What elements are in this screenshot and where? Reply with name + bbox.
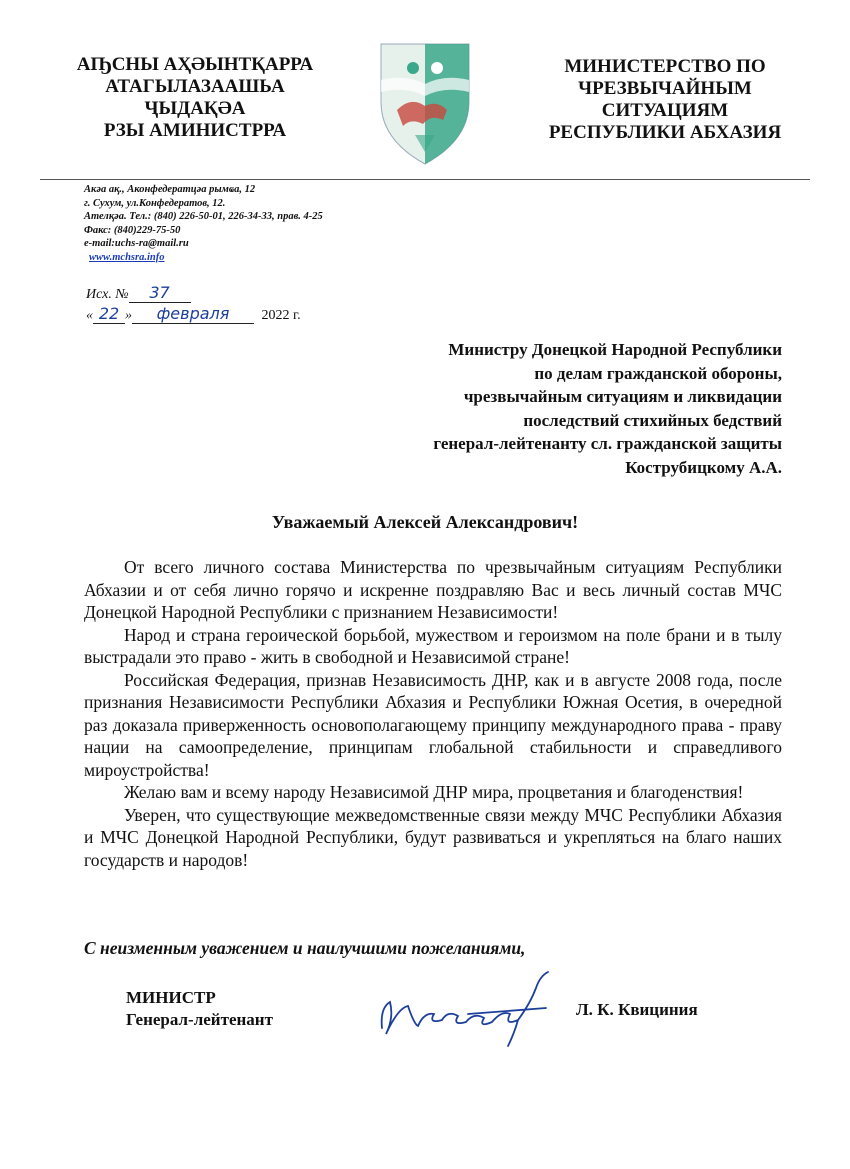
contact-address-russian: г. Сухум, ул.Конфедератов, 12.	[84, 197, 226, 209]
outgoing-number-label: Исх. №	[86, 287, 129, 302]
signatory-name: Л. К. Квициния	[576, 1000, 698, 1019]
salutation: Уважаемый Алексей Александрович!	[271, 512, 579, 532]
contact-phone: Ателқәа. Тел.: (840) 226-50-01, 226-34-33, прав. 4-25	[84, 211, 323, 222]
ministry-name-abkhaz	[60, 54, 330, 142]
contact-email: e-mail:uchs-ra@mail.ru	[84, 238, 189, 249]
body-paragraph: Желаю вам и всему народу Независимой ДНР мира, процветания и благоденствия!	[124, 782, 744, 802]
outgoing-reference	[86, 283, 301, 325]
outgoing-number-row	[86, 283, 301, 304]
date-year: 2022 г.	[261, 308, 301, 323]
header-right-line: МИНИСТЕРСТВО ПО	[564, 56, 766, 77]
handwritten-signature	[368, 968, 568, 1050]
date-month: февраля	[132, 304, 254, 324]
quote-open: «	[86, 308, 93, 323]
body-paragraph: Народ и страна героической борьбой, мужеством и героизмом на поле брани и в тылу выстрадали это право - жить в свободной и Независимой стране!	[84, 624, 782, 667]
addressee-line: Кострубицкому А.А.	[625, 457, 782, 477]
body-paragraph: От всего личного состава Министерства по чрезвычайным ситуациям Республики Абхазии и от себя лично горячо и искренне поздравляю Вас и весь личный состав МЧС Донецкой Народной Республики с признанием Независимости!	[84, 557, 782, 622]
ministry-name-russian	[530, 56, 800, 144]
addressee-line: по делам гражданской обороны,	[534, 363, 782, 383]
contact-fax: Факс: (840)229-75-50	[84, 224, 181, 236]
contact-block	[84, 183, 323, 264]
addressee-line: последствий стихийных бедствий	[523, 410, 782, 430]
header-left-line: АТАГЫЛАЗААШЬА ҶЫДАҚӘА	[105, 76, 285, 119]
coat-of-arms-emblem	[375, 40, 475, 168]
outgoing-date-row	[86, 304, 301, 325]
signatory-position: МИНИСТР	[126, 988, 216, 1007]
letter-body	[84, 556, 782, 871]
header-left-line: РЗЫ АМИНИСТРРА	[103, 120, 287, 141]
addressee-line: Министру Донецкой Народной Республики	[448, 340, 782, 359]
signatory-rank: Генерал-лейтенант	[126, 1010, 273, 1029]
body-paragraph: Российская Федерация, признав Независимость ДНР, как и в августе 2008 года, после признания Независимости Республики Абхазия и Республики Южная Осетия, в очередной раз доказала приверженность основополагающему принципу международного права - праву нации на самоопределение, принципам глобальной стабильности и справедливого мироустройства!	[84, 669, 782, 780]
header-divider	[40, 179, 810, 180]
addressee-line: генерал-лейтенанту сл. гражданской защиты	[433, 434, 782, 453]
header-right-line: РЕСПУБЛИКИ АБХАЗИЯ	[548, 122, 782, 143]
date-day: 22	[93, 304, 125, 324]
addressee-line: чрезвычайным ситуациям и ликвидации	[463, 387, 782, 406]
signatory-title	[126, 987, 273, 1031]
website-link[interactable]: www.mchsra.info	[89, 251, 165, 263]
outgoing-number-value: 37	[129, 283, 191, 303]
quote-close: »	[125, 308, 132, 323]
addressee-block	[352, 338, 782, 479]
header-right-line: ЧРЕЗВЫЧАЙНЫМ СИТУАЦИЯМ	[578, 78, 752, 121]
header-left-line: АҦСНЫ АҲӘЫНТҚАРРА	[76, 54, 314, 75]
closing-phrase: С неизменным уважением и наилучшими пожеланиями,	[84, 938, 526, 958]
contact-address-abkhaz: Акәа ақ., Аконфедератцәа рымҩа, 12	[84, 184, 256, 195]
body-paragraph: Уверен, что существующие межведомственные связи между МЧС Республики Абхазия и МЧС Донецкой Народной Республики, будут развиваться и укрепляться на благо наших государств и народов!	[84, 804, 782, 870]
